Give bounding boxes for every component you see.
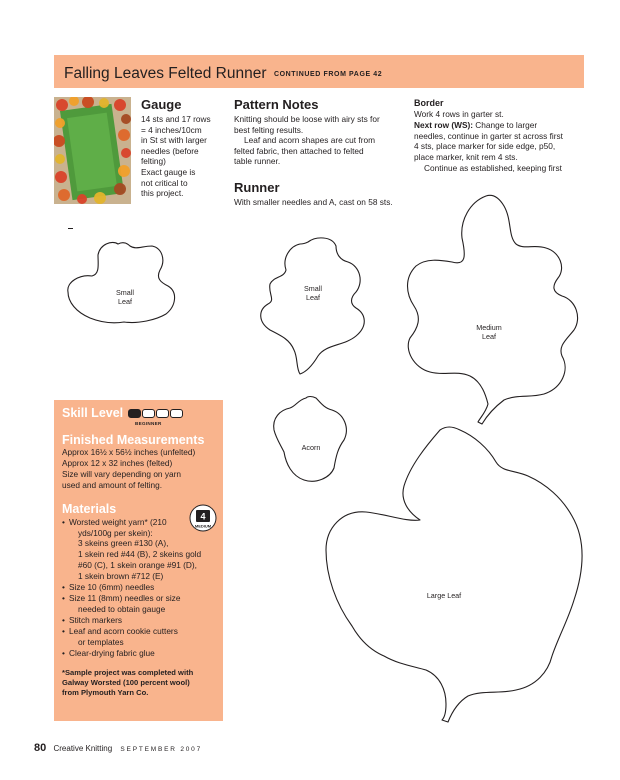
skill-level-row bbox=[62, 406, 223, 420]
article-title: Falling Leaves Felted Runner bbox=[64, 65, 267, 82]
materials-subline: 1 skein brown #712 (E) bbox=[78, 571, 164, 582]
materials-subline: or templates bbox=[78, 636, 124, 647]
border-line: Change to larger bbox=[473, 119, 538, 130]
skill-box-filled bbox=[128, 409, 141, 418]
materials-subline: needed to obtain gauge bbox=[78, 603, 166, 614]
skill-box-empty bbox=[156, 409, 169, 418]
border-line: place marker, knit rem 4 sts. bbox=[414, 152, 518, 163]
yarn-weight-label: MEDIUM bbox=[194, 523, 212, 529]
finished-measurements-text bbox=[62, 447, 223, 491]
small-leaf-1-outline bbox=[68, 242, 175, 322]
issue-date: SEPTEMBER 2007 bbox=[120, 746, 202, 753]
materials-subline: #60 (C), 1 skein orange #91 (D), bbox=[78, 560, 197, 571]
materials-list bbox=[62, 517, 223, 659]
runner-text: With smaller needles and A, cast on 58 sts. bbox=[234, 196, 393, 207]
gauge-heading: Gauge bbox=[141, 97, 182, 112]
small-leaf-1-label: Small bbox=[116, 288, 134, 297]
materials-item: • Worsted weight yarn* (210 bbox=[62, 517, 223, 528]
gauge-line: Exact gauge is bbox=[141, 166, 196, 177]
small-leaf-1-label: Leaf bbox=[118, 297, 132, 306]
materials-subline: 1 skein red #44 (B), 2 skeins gold bbox=[78, 549, 202, 560]
skill-level-label: BEGINNER bbox=[135, 421, 162, 426]
info-sidebar bbox=[54, 400, 223, 721]
small-leaf-2-label: Leaf bbox=[306, 293, 320, 302]
border-line: needles, continue in garter st across first bbox=[414, 130, 563, 141]
fm-line: Size will vary depending on yarn bbox=[62, 468, 181, 479]
gauge-line: in St st with larger bbox=[141, 135, 207, 146]
border-heading: Border bbox=[414, 98, 444, 108]
acorn-outline bbox=[274, 397, 347, 482]
notes-line: best felting results. bbox=[234, 124, 304, 135]
continued-from-label: CONTINUED FROM PAGE 42 bbox=[273, 71, 383, 78]
large-leaf-outline bbox=[326, 427, 582, 722]
skill-level-heading: Skill Level bbox=[62, 406, 124, 420]
large-leaf-label: Large Leaf bbox=[426, 591, 462, 600]
materials-heading: Materials bbox=[62, 501, 117, 516]
gauge-line: = 4 inches/10cm bbox=[141, 124, 202, 135]
sample-note-line: from Plymouth Yarn Co. bbox=[62, 688, 149, 697]
notes-line: Knitting should be loose with airy sts for bbox=[234, 114, 380, 124]
fm-line: used and amount of felting. bbox=[62, 479, 163, 490]
runner-heading: Runner bbox=[234, 179, 280, 195]
notes-line: table runner. bbox=[234, 156, 281, 167]
materials-item: • Size 10 (6mm) needles bbox=[62, 582, 223, 593]
sample-note bbox=[62, 668, 223, 697]
notes-line: felted fabric, then attached to felted bbox=[234, 145, 364, 156]
yarn-weight-number: 4 bbox=[200, 511, 206, 522]
materials-subline: yds/100g per skein): bbox=[78, 527, 153, 538]
materials-item: • Leaf and acorn cookie cutters bbox=[62, 626, 223, 637]
sample-note-line: *Sample project was completed with bbox=[62, 668, 194, 678]
notes-line: Leaf and acorn shapes are cut from bbox=[244, 135, 375, 146]
materials-subline: 3 skeins green #130 (A), bbox=[78, 538, 169, 549]
fm-line: Approx 12 x 32 inches (felted) bbox=[62, 457, 173, 468]
skill-box-empty bbox=[170, 409, 183, 418]
small-leaf-2-label: Small bbox=[304, 284, 322, 293]
page-footer bbox=[34, 742, 202, 754]
skill-box-empty bbox=[142, 409, 155, 418]
sample-note-line: Galway Worsted (100 percent wool) bbox=[62, 678, 190, 688]
border-line: 4 sts, place marker for side edge, p50, bbox=[414, 141, 556, 152]
finished-measurements-heading: Finished Measurements bbox=[62, 433, 205, 447]
materials-item: • Clear-drying fabric glue bbox=[62, 648, 223, 659]
materials-item: • Size 11 (8mm) needles or size bbox=[62, 593, 223, 604]
fm-line: Approx 16½ x 56½ inches (unfelted) bbox=[62, 447, 196, 457]
border-line: Work 4 rows in garter st. bbox=[414, 109, 504, 119]
medium-leaf-label: Medium bbox=[476, 323, 502, 332]
gauge-line: this project. bbox=[141, 188, 184, 199]
acorn-label: Acorn bbox=[301, 443, 321, 452]
medium-leaf-label: Leaf bbox=[482, 332, 496, 341]
small-leaf-2-outline bbox=[261, 238, 365, 374]
skill-level-indicator bbox=[128, 409, 184, 418]
gauge-line: felting) bbox=[141, 156, 166, 167]
next-row-label: Next row (WS): bbox=[414, 119, 473, 130]
gauge-line: not critical to bbox=[141, 177, 188, 188]
materials-item: • Stitch markers bbox=[62, 615, 223, 626]
pattern-notes-heading: Pattern Notes bbox=[234, 97, 319, 112]
medium-leaf-outline bbox=[408, 195, 578, 424]
gauge-line: 14 sts and 17 rows bbox=[141, 114, 211, 124]
border-line: Continue as established, keeping first bbox=[424, 162, 562, 173]
page-number: 80 bbox=[34, 742, 47, 754]
gauge-line: needles (before bbox=[141, 145, 199, 156]
magazine-name: Creative Knitting bbox=[53, 744, 113, 753]
